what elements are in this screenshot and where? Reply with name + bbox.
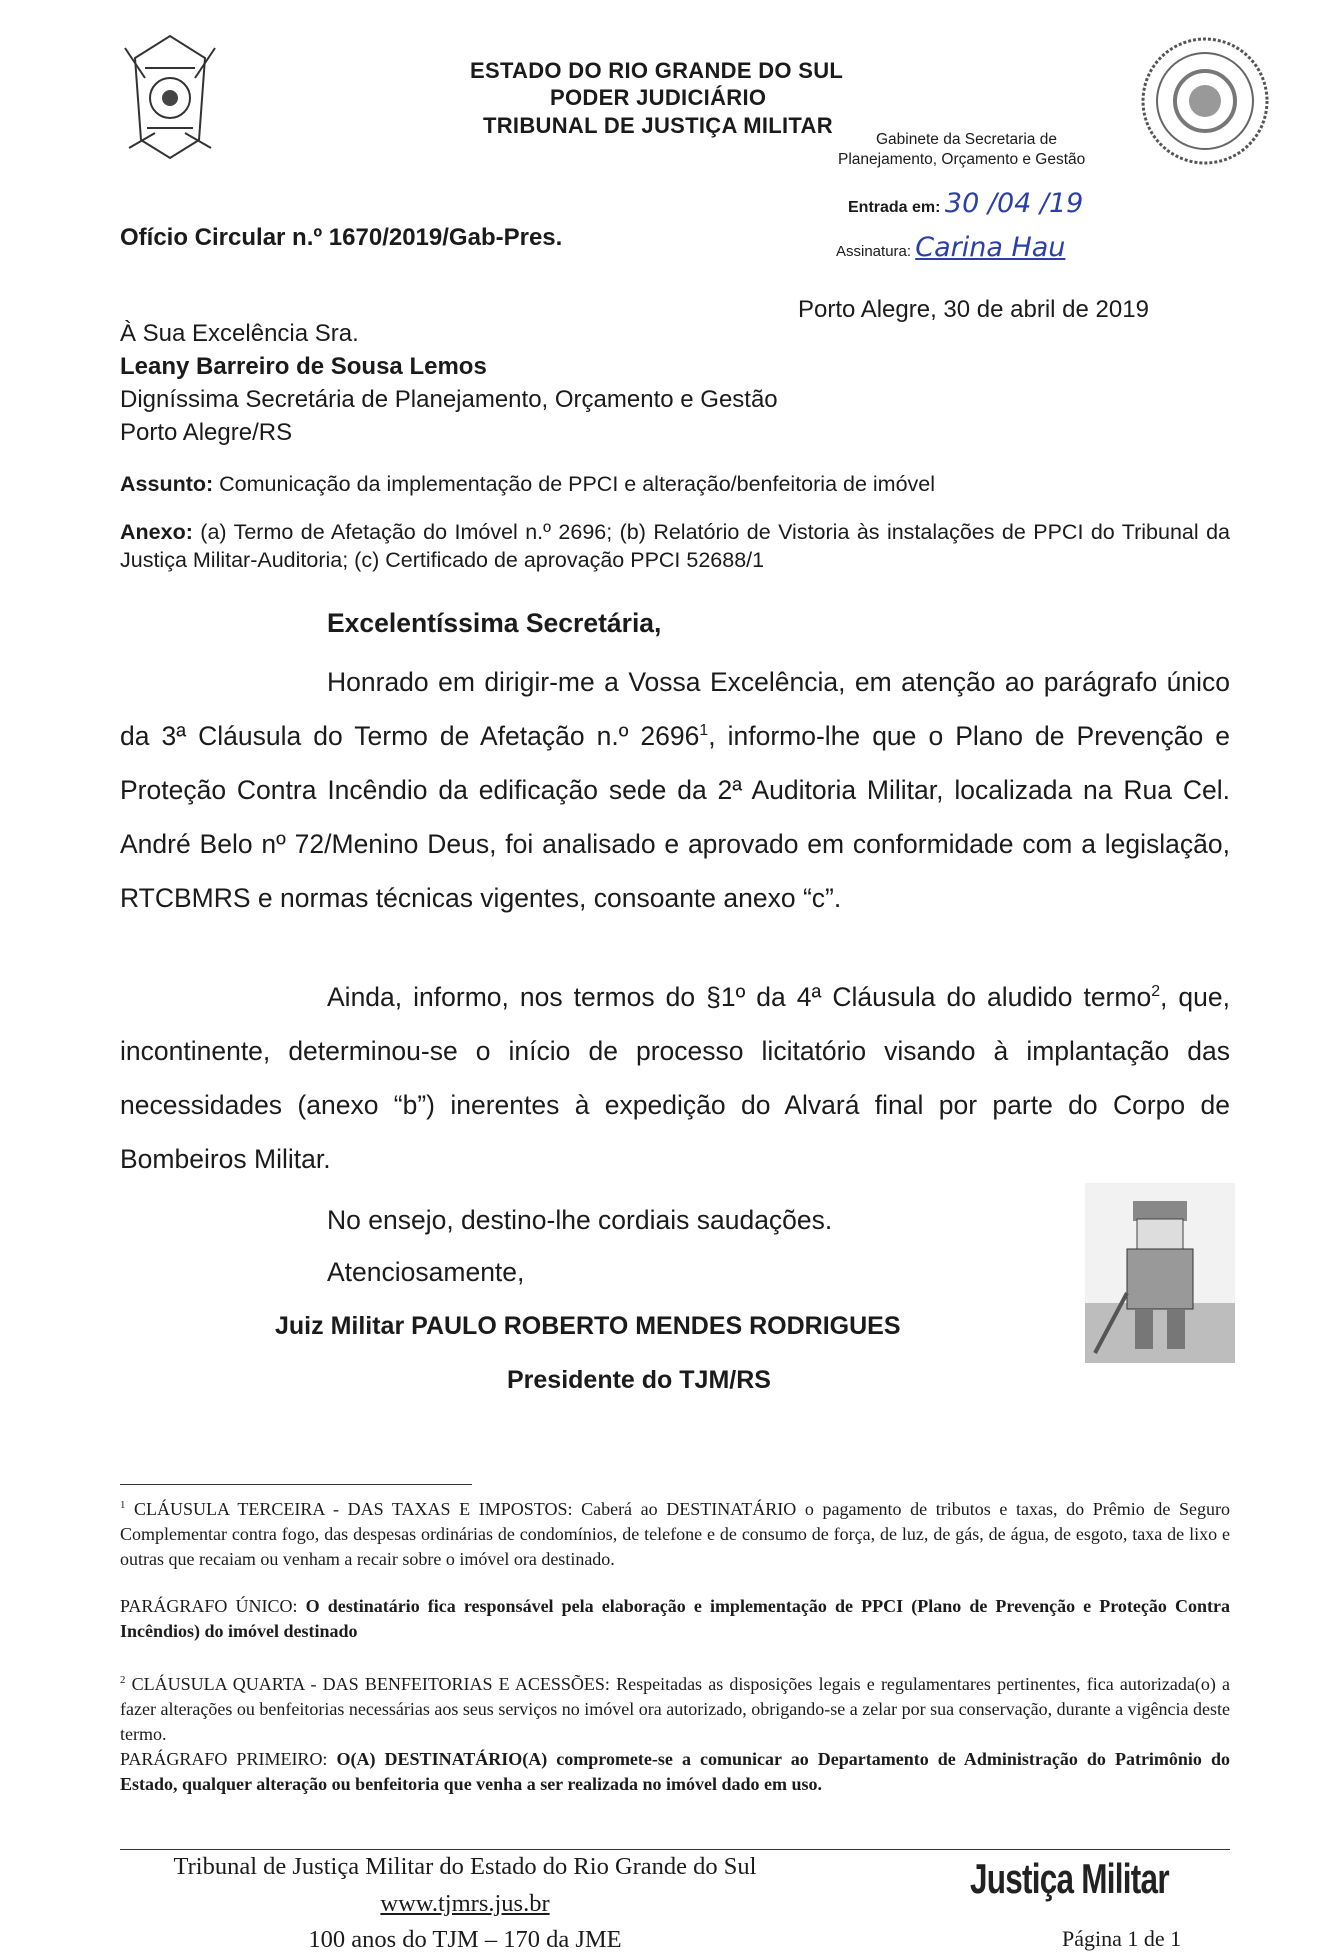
received-stamp-office bbox=[838, 130, 1085, 170]
greeting: Excelentíssima Secretária, bbox=[327, 608, 662, 638]
footer-anniversary: 100 anos do TJM – 170 da JME bbox=[308, 1926, 622, 1953]
signer-name: Juiz Militar PAULO ROBERTO MENDES RODRIGUES bbox=[275, 1312, 901, 1340]
place-date: Porto Alegre, 30 de abril de 2019 bbox=[798, 296, 1149, 323]
coat-of-arms-logo bbox=[115, 28, 225, 168]
stamp-entrada bbox=[848, 188, 1083, 219]
footnote-1-par-text: O destinatário fica responsável pela elaboração e implementação de PPCI (Plano de Prevenção e Proteção Contra Incêndios) do imóvel destinado bbox=[120, 1596, 1230, 1641]
stamp-office-line1: Gabinete da Secretaria de bbox=[876, 131, 1057, 148]
footnote-2-par-label: PARÁGRAFO PRIMEIRO: bbox=[120, 1749, 328, 1769]
footnote-2-text: CLÁUSULA QUARTA - DAS BENFEITORIAS E ACESSÕES: Respeitadas as disposições legais e regulamentares pertinentes, fica autorizada(o) a fazer alterações ou benfeitorias necessárias aos seus serviços no imóvel ora autorizado, obrigando-se a zelar por sua conservação, durante a vigência deste termo. bbox=[120, 1674, 1231, 1744]
closing-line: No ensejo, destino-lhe cordiais saudações. bbox=[327, 1205, 833, 1235]
subject-line bbox=[120, 472, 1230, 497]
assinatura-handwritten: Carina Hau bbox=[915, 232, 1066, 263]
footer-institution: Tribunal de Justiça Militar do Estado do Rio Grande do Sul bbox=[173, 1853, 757, 1880]
footnote-1-par-label: PARÁGRAFO ÚNICO: bbox=[120, 1596, 298, 1616]
paragraph-1 bbox=[120, 655, 1230, 925]
footnote-2 bbox=[120, 1672, 1230, 1747]
addressee-city: Porto Alegre/RS bbox=[120, 419, 293, 446]
oficio-number: Ofício Circular n.º 1670/2019/Gab-Pres. bbox=[120, 224, 563, 251]
footer-website-link[interactable]: www.tjmrs.jus.br bbox=[380, 1890, 550, 1917]
annex-line bbox=[120, 518, 1230, 574]
footer-separator bbox=[120, 1849, 1230, 1850]
paragraph-2 bbox=[120, 970, 1230, 1186]
assinatura-label: Assinatura: bbox=[836, 243, 912, 260]
stamp-office-line2: Planejamento, Orçamento e Gestão bbox=[838, 151, 1086, 168]
p1-text-a: Honrado em dirigir-me a Vossa Excelência, em atenção ao parágrafo único da 3ª Cláusula do Termo de Afetação n.º 2696 bbox=[120, 667, 1230, 751]
header-tribunal: TRIBUNAL DE JUSTIÇA MILITAR bbox=[483, 113, 833, 138]
footnote-1-paragraph bbox=[120, 1594, 1230, 1644]
annex-label: Anexo: bbox=[120, 520, 193, 544]
footnote-ref-2: 2 bbox=[1151, 983, 1161, 1001]
footnote-1-text: CLÁUSULA TERCEIRA - DAS TAXAS E IMPOSTOS: Caberá ao DESTINATÁRIO o pagamento de tributos e taxas, do Prêmio de Seguro Complementar contra fogo, das despesas ordinárias de condomínios, de telefone e de consumo de força, de luz, de gás, de água, de esgoto, taxa de lixo e outras que recaiam ou venham a recair sobre o imóvel ora destinado. bbox=[120, 1499, 1231, 1569]
footnote-1 bbox=[120, 1497, 1230, 1572]
soldier-mascot-image bbox=[1085, 1183, 1235, 1363]
p2-text-a: Ainda, informo, nos termos do §1º da 4ª Cláusula do aludido termo bbox=[327, 982, 1152, 1012]
signer-title: Presidente do TJM/RS bbox=[507, 1366, 771, 1394]
header-state: ESTADO DO RIO GRANDE DO SUL bbox=[470, 58, 844, 83]
p1-text-b: , informo-lhe que o Plano de Prevenção e Proteção Contra Incêndio da edificação sede da 2ª Auditoria Militar, localizada na Rua Cel. André Belo nº 72/Menino Deus, foi analisado e aprovado em conformidade com a legislação, RTCBMRS e normas técnicas vigentes, consoante anexo “c”. bbox=[120, 721, 1230, 913]
footnote-2-paragraph bbox=[120, 1747, 1230, 1797]
entrada-date-handwritten: 30 /04 /19 bbox=[944, 188, 1084, 219]
footnote-separator bbox=[120, 1484, 472, 1485]
entrada-label: Entrada em: bbox=[848, 199, 941, 216]
annex-text: (a) Termo de Afetação do Imóvel n.º 2696; (b) Relatório de Vistoria às instalações de PPCI do Tribunal da Justiça Militar-Auditoria; (c) Certificado de aprovação PPCI 52688/1 bbox=[120, 520, 1230, 572]
footnote-ref-1: 1 bbox=[699, 722, 709, 740]
footnote-1-number: 1 bbox=[120, 1499, 126, 1511]
subject-label: Assunto: bbox=[120, 472, 214, 496]
stamp-assinatura bbox=[836, 232, 1065, 263]
subject-text: Comunicação da implementação de PPCI e alteração/benfeitoria de imóvel bbox=[213, 472, 936, 496]
addressee-name: Leany Barreiro de Sousa Lemos bbox=[120, 353, 487, 380]
page-number: Página 1 de 1 bbox=[1062, 1926, 1182, 1951]
justica-militar-logo: Justiça Militar bbox=[970, 1855, 1169, 1902]
addressee-role: Digníssima Secretária de Planejamento, Orçamento e Gestão bbox=[120, 386, 778, 413]
header-power: PODER JUDICIÁRIO bbox=[550, 85, 767, 110]
footnote-2-par-text: O(A) DESTINATÁRIO(A) compromete-se a comunicar ao Departamento de Administração do Patrimônio do Estado, qualquer alteração ou benfeitoria que venha a ser realizada no imóvel dado em uso. bbox=[120, 1749, 1230, 1794]
addressee-salutation: À Sua Excelência Sra. bbox=[120, 320, 359, 347]
p2-text-b: , que, incontinente, determinou-se o início de processo licitatório visando à implantação das necessidades (anexo “b”) inerentes à expedição do Alvará final por parte do Corpo de Bombeiros Militar. bbox=[120, 982, 1231, 1174]
regards: Atenciosamente, bbox=[327, 1257, 525, 1287]
footnote-2-number: 2 bbox=[120, 1674, 126, 1686]
tribunal-seal-icon bbox=[1140, 36, 1270, 166]
